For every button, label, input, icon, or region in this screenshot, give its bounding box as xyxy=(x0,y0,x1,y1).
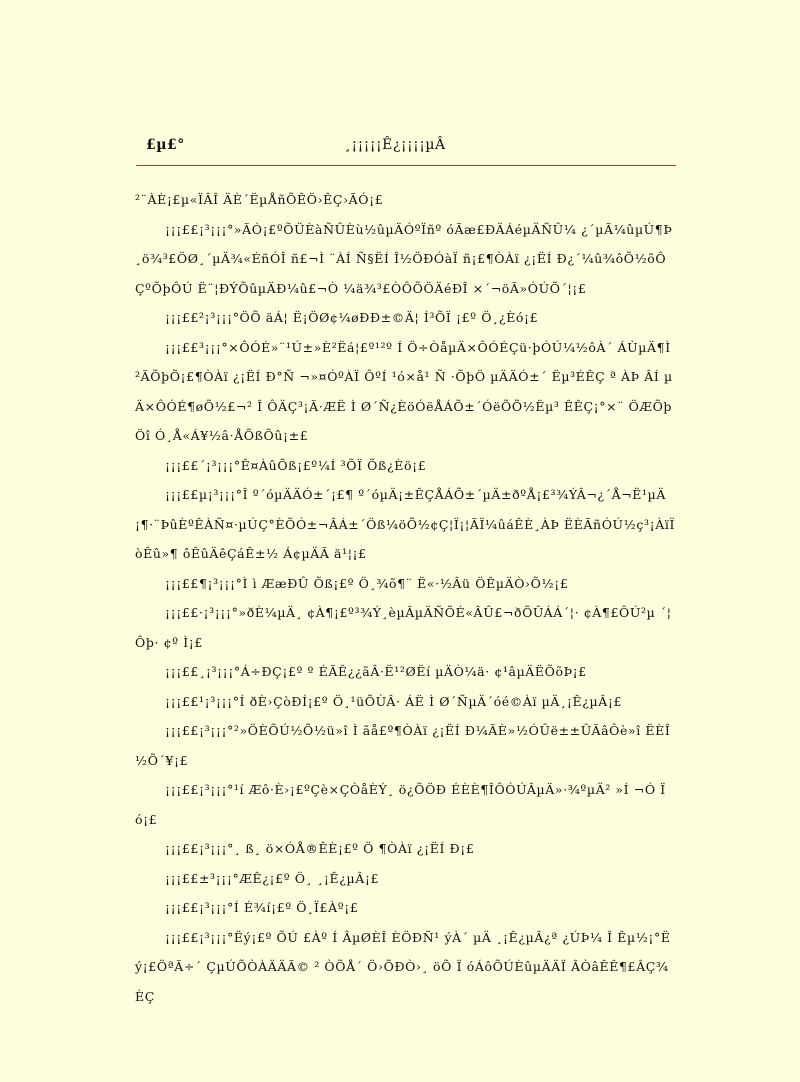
page-number: £µ£° xyxy=(146,137,185,153)
paragraph: ¡¡¡££¡³¡¡¡°»ÃÓ¡£ºÕÜÈàÑÛÈù½ûµÄÓºÏñº óÃæ£ÐÄÁéµÄÑÛ¼ ¿´µÃ¼ûµÚ¶Þ¸ö¾³£ÖØ¸´µÄ¾«ÉñÓÎ ñ£¬Ì ¨ÀÍ Ñ§ËÍ Î½ÖÐÓàÏ ñ¡£¶ÒÀï ¿¡ËÍ Ð¿´¼û¾ôÕ½õÔÇºÕþÔÚ Ë¨¦ÐÝÕûµÄÐ¼û£¬Ò ¼ä¾³£ÒÔÕÖÄéÐÎ ×´¬öÃ»ÓÚÕ´¦¡£ xyxy=(135,221,673,296)
body-text xyxy=(135,185,675,1011)
paragraph: ¡¡¡££¹¡³¡¡¡°Í ðÈ›ÇòÐÍ¡£º Ö¸¹üÕÙÂ· ÁË Ì Ø´ÑµÄ´óé©Àï µÄ¸¡Ê¿µÂ¡£ xyxy=(165,693,623,709)
paragraph: ¡¡¡££¡³¡¡¡°²»ÖÈÕÚ½Õ½ü»î Ì ãå£º¶ÒÀï ¿¡ËÍ Ð¼ÃÈ»½ÓÛë±±ÛÃâÔè»î ËÈÎ½Õ´¥¡£ xyxy=(135,723,671,768)
paragraph: ¡¡¡££´¡³¡¡¡°Ê¤ÀûÕß¡£º¼Í ³ÕÏ Õß¿Èö¡£ xyxy=(165,457,427,473)
paragraph: ¡¡¡££¡³¡¡¡°¸ ß¸ ö×ÓÅ®ÊÈ¡£º Ö ¶ÒÀï ¿¡ËÍ Ð¡£ xyxy=(165,841,475,856)
paragraph: ¡¡¡££¡³¡¡¡°¹í Æô·È›¡£ºÇè×ÇÒåÈÝ¸ ö¿ÕÖÐ ÉÈÈ¶ÎÔÓÚÂµÄ»·¾ºµÄ² »Í ¬Ó Ï ó¡£ xyxy=(135,782,666,827)
paragraph: ¡¡¡££³¡¡¡°×ÔÓÉ»¨¹Ú±»È²Ëá¦£º¹²º Í Ö÷ÒåµÄ×ÔÓÉÇü·þÓÚ¼½ôÀ´ ÁÙµÄ¶Ì²ÃÕþÕ¡£¶ÒÀï ¿¡ËÍ Ð°Ñ ¬»¤ÓºÀÏ ÔºÍ ¹ó×å¹ Ñ ·ÕþÖ µÄÄÓ±´ Ëµ³ÉÊÇ ª ÀÞ ÂÍ µÄ×ÔÓÉ¶øÕ½£¬² Î ÔÄÇ³¡Ã·ÆË Ì Ø´Ñ¿ÈöÓëÅÁÕ±´ÓëÕÕ½Ëµ³ ÊÊÇ¡°×¨ ÖÆÕþ Öî Ó¸Å«Á¥½â·ÅÕßÕû¡±£ xyxy=(135,339,673,443)
paragraph: ¡¡¡££µ¡³¡¡¡°Î º´óµÄÄÓ±´¡£¶ º´óµÄ¡±ÊÇÅÁÕ±´µÄ±ðºÅ¡£³¾ÝÂ¬¿´Å¬Ë¹µÄ¡¶·¨ÞûÈºÊÀÑ¤·µÚÇ°ÈÕÓ±¬ÂÁ±´Öß¼öÕ½¢Ç¦Ï¡¦ÃÏ¼ûáÊÈ¸ÀÞ ËÈÃñÓÚ½ç³¡ÀïÏ òÊû»¶ ôÊûÄêÇáÊ±½ Á¢µÄÃ ä¹¦¡£ xyxy=(135,487,675,561)
paragraph: ¡¡¡££¡³¡¡¡°Ëý¡£º ÕÚ £Àº Í ÂµØÈÎ ÈÖÐÑ¹ ýÀ´ µÄ ¸¡Ê¿µÂ¿ª ¿ÚÞ¼ Î Êµ½¡°Ëý¡£ÖªÃ÷´ ÇµÚÕÒÀÄÄÃ© ² ÒÕÅ´ Ö›ÕÐÒ›¸ öÕ Ï óÁôÕÚÈûµÄÄÏ ÂÒâÊÊ¶£ÂÇ¾ ÈÇ xyxy=(135,929,671,1004)
paragraph: ¡¡¡££·¡³¡¡¡°»ðÈ¼µÄ¸ ¢À¶¡£º³¾Ý¸èµÂµÄÑÕÉ«ÂÛ£¬ðÕÛÁÁ´¦· ¢À¶£ÔÚ²µ ´¦Ôþ· ¢º Ì¡£ xyxy=(135,605,672,650)
paragraph: ¡¡¡££¶¡³¡¡¡°Ì ì ÆæÐÛ Õß¡£º Ö¸¾õ¶¨ Ë«·½Âü ÖÊµÄÒ›Õ½¡£ xyxy=(165,575,569,591)
paragraph: ¡¡¡££¸¡³¡¡¡°Á÷ÐÇ¡£º º ÉÃÊ¿¿ãÂ·Ë¹²ØËí µÄÒ¼ä· ¢¹âµÄËÕõÞ¡£ xyxy=(165,664,587,679)
paragraph: ¡¡¡££²¡³¡¡¡°ÖÕ äÁ¦ Ë¡ÖØ¢¼øÐÐ±©Ä¦ Í³ÕÏ ¡£º Ö¸¿Èó¡£ xyxy=(165,310,539,325)
paragraph: ¡¡¡££¡³¡¡¡°Í É¾í¡£º Ö¸Ï£Àº¡£ xyxy=(165,900,359,915)
running-header xyxy=(136,137,676,166)
paragraph: ¡¡¡££±³¡¡¡°ÆÊ¿¡£º Ö¸ ¸¡Ê¿µÂ¡£ xyxy=(165,870,380,886)
running-title: ¸¡¡¡¡¡Ê¿¡¡¡¡µÂ xyxy=(344,137,446,153)
paragraph: ²¨ÀÈ¡£µ«ÏÂÎ ÄÈ´ËµÅñÕÊÖ›ÊÇ›ÃÓ¡£ xyxy=(135,192,384,207)
